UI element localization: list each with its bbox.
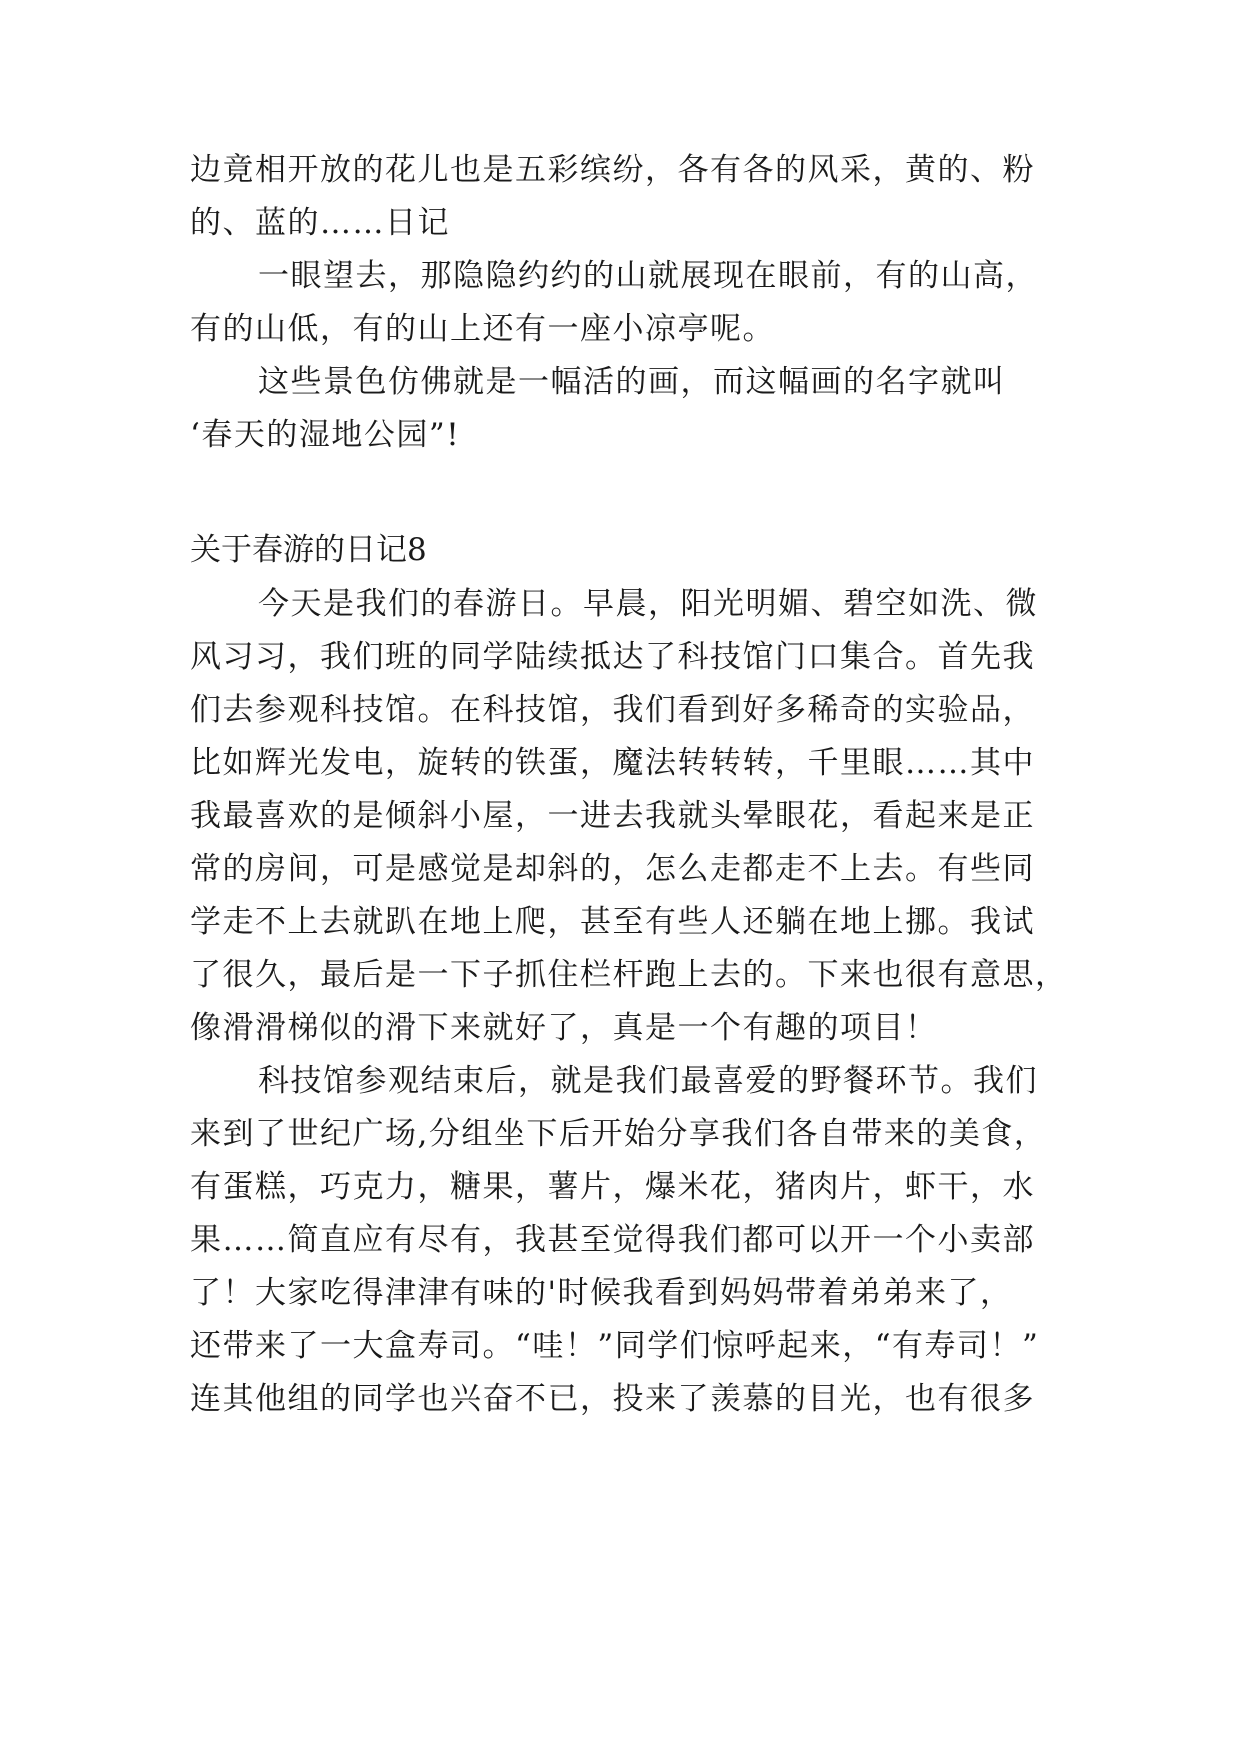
text-line: 风习习，我们班的同学陆续抵达了科技馆门口集合。首先我 bbox=[190, 639, 1035, 675]
text-line: 今天是我们的春游日。早晨，阳光明媚、碧空如洗、微 bbox=[258, 586, 1038, 622]
text-line: 还带来了一大盒寿司。“哇！”同学们惊呼起来，“有寿司！” bbox=[190, 1328, 1040, 1364]
text-line: 了很久，最后是一下子抓住栏杆跑上去的。下来也很有意思， bbox=[190, 957, 1068, 993]
text-line: 科技馆参观结束后，就是我们最喜爱的野餐环节。我们 bbox=[258, 1063, 1038, 1099]
section-title: 关于春游的日记8 bbox=[190, 532, 427, 568]
text-line: 的、蓝的……日记 bbox=[190, 205, 450, 241]
text-line: 们去参观科技馆。在科技馆，我们看到好多稀奇的实验品， bbox=[190, 692, 1035, 728]
text-line: 常的房间，可是感觉是却斜的，怎么走都走不上去。有些同 bbox=[190, 851, 1035, 887]
text-line: 这些景色仿佛就是一幅活的画，而这幅画的名字就叫 bbox=[258, 364, 1006, 400]
text-line: 像滑滑梯似的滑下来就好了，真是一个有趣的项目！ bbox=[190, 1010, 938, 1046]
text-line: 我最喜欢的是倾斜小屋，一进去我就头晕眼花，看起来是正 bbox=[190, 798, 1035, 834]
text-line: 了！大家吃得津津有味的'时候我看到妈妈带着弟弟来了， bbox=[190, 1275, 1013, 1311]
text-line: 学走不上去就趴在地上爬，甚至有些人还躺在地上挪。我试 bbox=[190, 904, 1035, 940]
text-line: 果……简直应有尽有，我甚至觉得我们都可以开一个小卖部 bbox=[190, 1222, 1035, 1258]
text-line: 边竟相开放的花儿也是五彩缤纷，各有各的风采，黄的、粉 bbox=[190, 152, 1035, 188]
text-line: 一眼望去，那隐隐约约的山就展现在眼前，有的山高， bbox=[258, 258, 1038, 294]
text-line: 连其他组的同学也兴奋不已，投来了羡慕的目光，也有很多 bbox=[190, 1381, 1035, 1417]
text-line: 比如辉光发电，旋转的铁蛋，魔法转转转，千里眼……其中 bbox=[190, 745, 1035, 781]
text-line: 来到了世纪广场,分组坐下后开始分享我们各自带来的美食， bbox=[190, 1116, 1047, 1152]
text-line: ‘春天的湿地公园”! bbox=[190, 417, 461, 453]
text-line: 有的山低，有的山上还有一座小凉亭呢。 bbox=[190, 311, 775, 347]
text-line: 有蛋糕，巧克力，糖果，薯片，爆米花，猪肉片，虾干，水 bbox=[190, 1169, 1035, 1205]
